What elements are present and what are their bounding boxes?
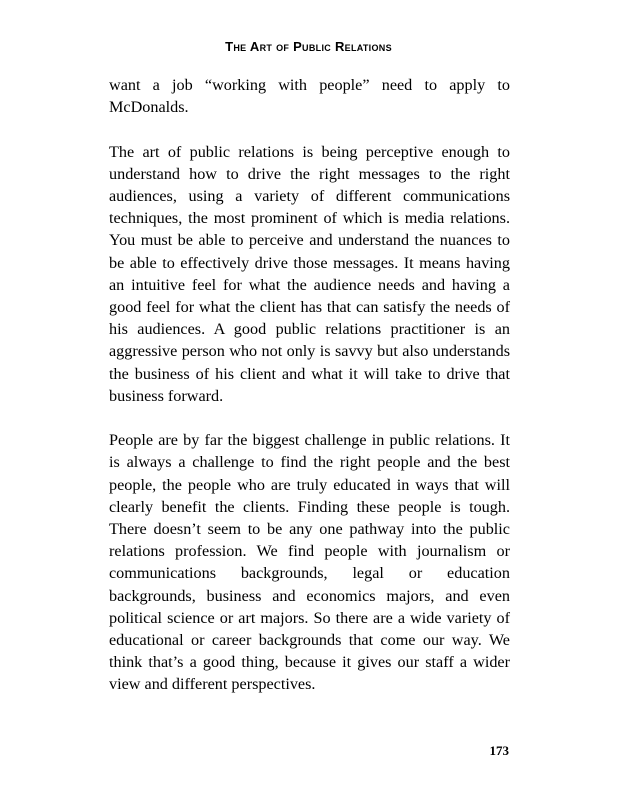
running-header: The Art of Public Relations — [225, 39, 392, 54]
page-number: 173 — [489, 743, 509, 758]
body-text — [109, 74, 510, 696]
paragraph-art-of-pr: The art of public relations is being perceptive enough to understand how to drive the right messages to the right audiences, using a variety of different communications techniques, the most prominent of which is media relations. You must be able to perceive and understand the nuances to be able to effectively drive those messages. It means having an intuitive feel for what the audience needs and having a good feel for what the client has that can satisfy the needs of his audiences. A good public relations practitioner is an aggressive person who not only is savvy but also understands the business of his client and what it will take to drive that business forward. — [109, 142, 510, 405]
paragraph-people-challenge: People are by far the biggest challenge in public relations. It is always a challenge to find the right people and the best people, the people who are truly educated in ways that will clearly benefit the clients. Finding these people is tough. There doesn’t seem to be any one pathway into the public relations profession. We find people with journalism or communications backgrounds, legal or education backgrounds, business and economics majors, and even political science or art majors. So there are a wide variety of educational or career backgrounds that come our way. We think that’s a good thing, because it gives our staff a wider view and different perspectives. — [109, 431, 510, 694]
paragraph-continuation: want a job “working with people” need to apply to McDonalds. — [109, 76, 510, 117]
